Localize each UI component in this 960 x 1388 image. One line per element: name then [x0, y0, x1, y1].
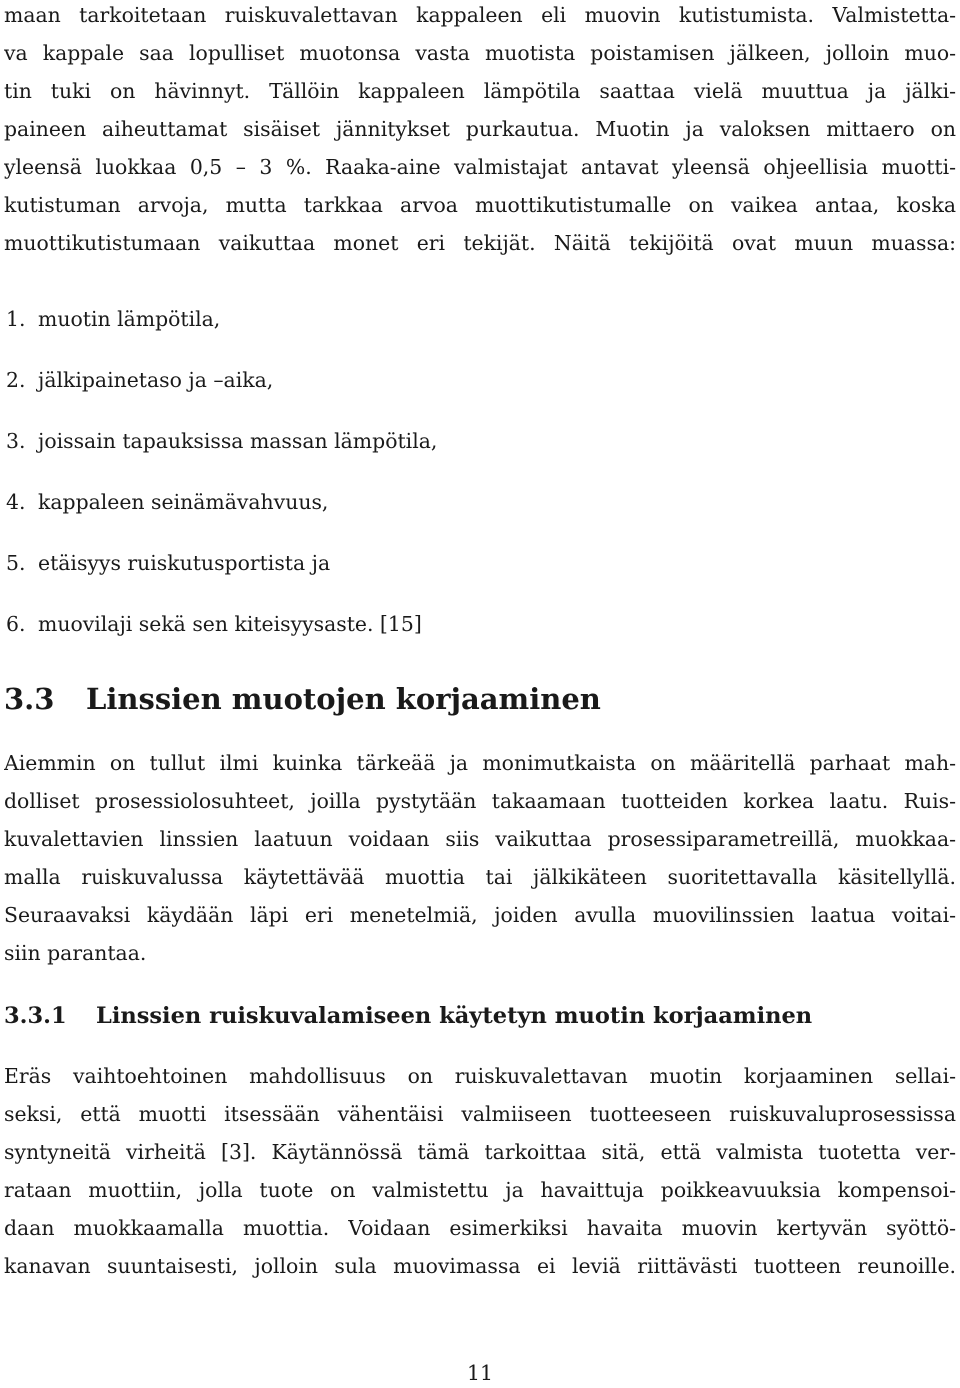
list-item-text: kappaleen seinämävahvuus, — [38, 490, 329, 514]
paragraph-line: kanavan suuntaisesti, jolloin sula muovimassa ei leviä riittävästi tuotteen reunoille. — [4, 1254, 956, 1278]
subsection-title: Linssien ruiskuvalamiseen käytetyn muotin korjaaminen — [96, 1003, 813, 1029]
list-item-text: joissain tapauksissa massan lämpötila, — [38, 429, 438, 453]
subsection-number: 3.3.1 — [4, 1003, 67, 1029]
section-heading — [4, 682, 601, 716]
list-item — [6, 605, 422, 643]
list-item-number: 2. — [6, 368, 26, 392]
list-item-text: etäisyys ruiskutusportista ja — [38, 551, 331, 575]
list-item — [6, 361, 273, 399]
paragraph-line: Seuraavaksi käydään läpi eri menetelmiä, joiden avulla muovilinssien laatua voitai- — [4, 903, 956, 927]
section-title: Linssien muotojen korjaaminen — [86, 682, 601, 716]
section-number: 3.3 — [4, 682, 55, 716]
list-item-number: 3. — [6, 429, 26, 453]
paragraph-line: tin tuki on hävinnyt. Tällöin kappaleen lämpötila saattaa vielä muuttua ja jälki- — [4, 79, 956, 103]
list-item — [6, 422, 437, 460]
paragraph-line: Eräs vaihtoehtoinen mahdollisuus on ruiskuvalettavan muotin korjaaminen sellai- — [4, 1064, 956, 1088]
paragraph-line: seksi, että muotti itsessään vähentäisi valmiiseen tuotteeseen ruiskuvaluprosessissa — [4, 1102, 956, 1126]
list-item — [6, 483, 328, 521]
paragraph-line: paineen aiheuttamat sisäiset jännitykset purkautua. Muotin ja valoksen mittaero on — [4, 117, 956, 141]
paragraph-line: daan muokkaamalla muottia. Voidaan esimerkiksi havaita muovin kertyvän syöttö- — [4, 1216, 956, 1240]
list-item-text: muotin lämpötila, — [38, 307, 221, 331]
list-item-text: muovilaji sekä sen kiteisyysaste. [15] — [38, 612, 422, 636]
list-item-number: 4. — [6, 490, 26, 514]
list-item-number: 5. — [6, 551, 26, 575]
paragraph-line: siin parantaa. — [4, 941, 147, 965]
paragraph-line: syntyneitä virheitä [3]. Käytännössä tämä tarkoittaa sitä, että valmista tuotetta ver- — [4, 1140, 956, 1164]
list-item — [6, 544, 330, 582]
list-item-text: jälkipainetaso ja –aika, — [38, 368, 274, 392]
paragraph-line: va kappale saa lopulliset muotonsa vasta muotista poistamisen jälkeen, jolloin muo- — [4, 41, 956, 65]
paragraph-line: maan tarkoitetaan ruiskuvalettavan kappaleen eli muovin kutistumista. Valmistetta- — [4, 3, 956, 27]
paragraph-line: kutistuman arvoja, mutta tarkkaa arvoa muottikutistumalle on vaikea antaa, koska — [4, 193, 956, 217]
paragraph-line: dolliset prosessiolosuhteet, joilla pystytään takaamaan tuotteiden korkea laatu. Ruis- — [4, 789, 956, 813]
paragraph-line: muottikutistumaan vaikuttaa monet eri tekijät. Näitä tekijöitä ovat muun muassa: — [4, 231, 956, 255]
subsection-heading — [4, 1003, 812, 1029]
paragraph-line: malla ruiskuvalussa käytettävää muottia tai jälkikäteen suoritettavalla käsitellyllä. — [4, 865, 956, 889]
paragraph-line: yleensä luokkaa 0,5 – 3 %. Raaka-aine valmistajat antavat yleensä ohjeellisia muotti- — [4, 155, 956, 179]
paragraph-line: Aiemmin on tullut ilmi kuinka tärkeää ja monimutkaista on määritellä parhaat mah- — [4, 751, 956, 775]
page-number: 11 — [467, 1361, 493, 1385]
list-item-number: 1. — [6, 307, 26, 331]
paragraph-line: rataan muottiin, jolla tuote on valmistettu ja havaittuja poikkeavuuksia kompensoi- — [4, 1178, 956, 1202]
list-item-number: 6. — [6, 612, 26, 636]
paragraph-line: kuvalettavien linssien laatuun voidaan siis vaikuttaa prosessiparametreillä, muokkaa- — [4, 827, 956, 851]
list-item — [6, 300, 220, 338]
